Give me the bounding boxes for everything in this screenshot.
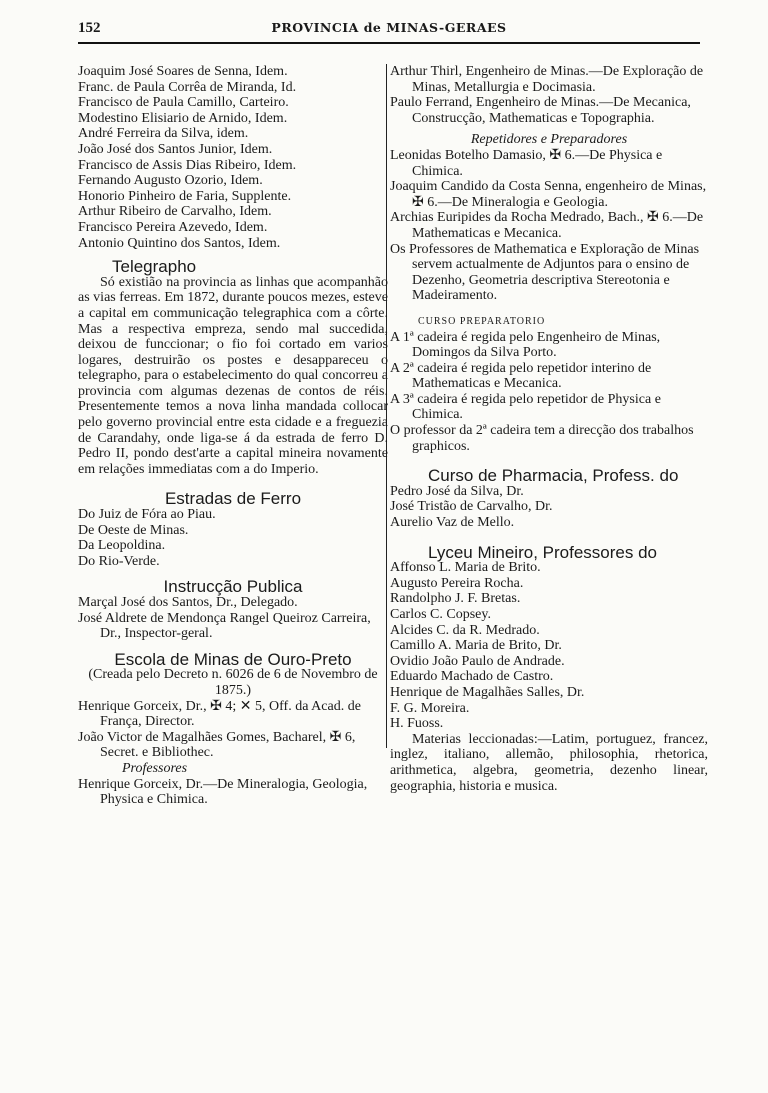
- list-item: A 1ª cadeira é regida pelo Engenheiro de Minas, Domingos da Silva Porto.: [390, 329, 661, 361]
- list-item: Camillo A. Maria de Brito, Dr.: [390, 638, 562, 654]
- list-item: Do Juiz de Fóra ao Piau.: [78, 507, 216, 523]
- list-item: Randolpho J. F. Bretas.: [390, 591, 521, 607]
- staff-list: [78, 64, 388, 251]
- list-item: F. G. Moreira.: [390, 700, 470, 716]
- escola-subheading: (Creada pelo Decreto n. 6026 de 6 de Novembro de 1875.): [88, 667, 378, 698]
- list-item: Antonio Quintino dos Santos, Idem.: [78, 235, 281, 251]
- lyceu-heading: Lyceu Mineiro, Professores do: [428, 542, 657, 562]
- list-item: Francisco de Assis Dias Ribeiro, Idem.: [78, 157, 297, 173]
- list-item: Augusto Pereira Rocha.: [390, 575, 524, 591]
- list-item: A 2ª cadeira é regida pelo repetidor interino de Mathematicas e Mecanica.: [390, 360, 652, 392]
- list-item: Fernando Augusto Ozorio, Idem.: [78, 173, 263, 189]
- list-item: Franc. de Paula Corrêa de Miranda, Id.: [78, 79, 297, 95]
- list-item: Arthur Thirl, Engenheiro de Minas.—De Exploração de Minas, Metallurgia e Docimasia.: [390, 64, 704, 95]
- list-item: João Victor de Magalhães Gomes, Bacharel, ✠ 6, Secret. e Bibliothec.: [78, 729, 356, 761]
- materias-text: Materias leccionadas:—Latim, portuguez, francez, inglez, italiano, allemão, philosophia, rhetorica, arithmetica, algebra, geometria, dezenho linear, geographia, historia e musica.: [390, 731, 708, 794]
- list-item: José Aldrete de Mendonça Rangel Queiroz Carreira, Dr., Inspector-geral.: [78, 610, 371, 642]
- list-item: Eduardo Machado de Castro.: [390, 669, 554, 685]
- list-item: João José dos Santos Junior, Idem.: [78, 141, 273, 157]
- telegrapho-heading: Telegrapho: [112, 257, 197, 277]
- list-item: Marçal José dos Santos, Dr., Delegado.: [78, 595, 298, 610]
- page-header: [78, 20, 700, 40]
- list-item: A 3ª cadeira é regida pelo repetidor de Physica e Chimica.: [390, 391, 661, 423]
- list-item: Honorio Pinheiro de Faria, Supplente.: [78, 188, 292, 204]
- instruccao-heading: Instrucção Publica: [163, 577, 303, 597]
- professores-label: Professores: [122, 760, 188, 776]
- list-item: Aurelio Vaz de Mello.: [390, 515, 515, 531]
- list-item: Affonso L. Maria de Brito.: [390, 560, 541, 576]
- page-number: 152: [78, 20, 101, 36]
- list-item: André Ferreira da Silva, idem.: [78, 126, 249, 142]
- list-item: Leonidas Botelho Damasio, ✠ 6.—De Physica e Chimica.: [390, 147, 663, 179]
- list-item: O professor da 2ª cadeira tem a direcção dos trabalhos graphicos.: [390, 423, 694, 454]
- estradas-heading: Estradas de Ferro: [164, 489, 302, 509]
- list-item: Francisco Pereira Azevedo, Idem.: [78, 219, 268, 235]
- list-item: Do Rio-Verde.: [78, 553, 160, 569]
- list-item: Henrique Gorceix, Dr.—De Mineralogia, Geologia, Physica e Chimica.: [78, 776, 368, 808]
- list-item: Paulo Ferrand, Engenheiro de Minas.—De Mecanica, Construcção, Mathematicas e Topographia.: [390, 95, 691, 126]
- list-item: Henrique Gorceix, Dr., ✠ 4; ✕ 5, Off. da Acad. de França, Director.: [78, 698, 361, 730]
- list-item: Arthur Ribeiro de Carvalho, Idem.: [78, 204, 272, 220]
- curso-preparatorio-heading: CURSO PREPARATORIO: [418, 315, 546, 327]
- list-item: Da Leopoldina.: [78, 538, 166, 554]
- running-title: PROVINCIA de MINAS-GERAES: [271, 20, 507, 35]
- list-item: Henrique de Magalhães Salles, Dr.: [390, 684, 585, 700]
- list-item: Ovidio João Paulo de Andrade.: [390, 653, 565, 669]
- list-item: Modestino Elisiario de Arnido, Idem.: [78, 110, 288, 126]
- list-item: De Oeste de Minas.: [78, 522, 189, 538]
- list-item: Carlos C. Copsey.: [390, 607, 491, 622]
- list-item: Joaquim José Soares de Senna, Idem.: [78, 64, 288, 79]
- list-item: Alcides C. da R. Medrado.: [390, 622, 540, 638]
- list-item: Os Professores de Mathematica e Exploração de Minas servem actualmente de Adjuntos para o ensino de Dezenho, Geometria descriptiva Stereotonia e Madeiramento.: [390, 241, 700, 304]
- right-column: [390, 64, 708, 794]
- header-rule: [78, 42, 700, 44]
- list-item: H. Fuoss.: [390, 716, 444, 732]
- telegrapho-text: Só existião na provincia as linhas que acompanhão as vias ferreas. Em 1872, durante poucos mezes, esteve a capital em communicação telegraphica com a côrte. Mas a respectiva empreza, sendo mal succedida, deixou de funccionar; o fio foi cortado em varios logares, destruirão os postes e desappareceu o telegrapho, para o estabelecimento do qual concorreu a provincia com algumas dezenas de contos de réis. Presentemente temos a nova linha mandada collocar pelo governo provincial entre esta cidade e a freguezia de Carandahy, onde liga-se á da estrada de ferro D. Pedro II, pondo dest'arte a capital mineira novamente em relações immediatas com a do Imperio.: [78, 274, 388, 477]
- pharmacia-heading: Curso de Pharmacia, Profess. do: [428, 466, 679, 486]
- repetidores-label: Repetidores e Preparadores: [470, 132, 628, 148]
- list-item: Francisco de Paula Camillo, Carteiro.: [78, 95, 289, 111]
- list-item: Joaquim Candido da Costa Senna, engenheiro de Minas, ✠ 6.—De Mineralogia e Geologia.: [390, 179, 707, 210]
- list-item: Archias Euripides da Rocha Medrado, Bach., ✠ 6.—De Mathematicas e Mecanica.: [390, 210, 704, 241]
- left-column: [78, 64, 388, 808]
- escola-heading: Escola de Minas de Ouro-Preto: [114, 649, 352, 669]
- list-item: José Tristão de Carvalho, Dr.: [390, 499, 553, 515]
- list-item: Pedro José da Silva, Dr.: [390, 483, 524, 499]
